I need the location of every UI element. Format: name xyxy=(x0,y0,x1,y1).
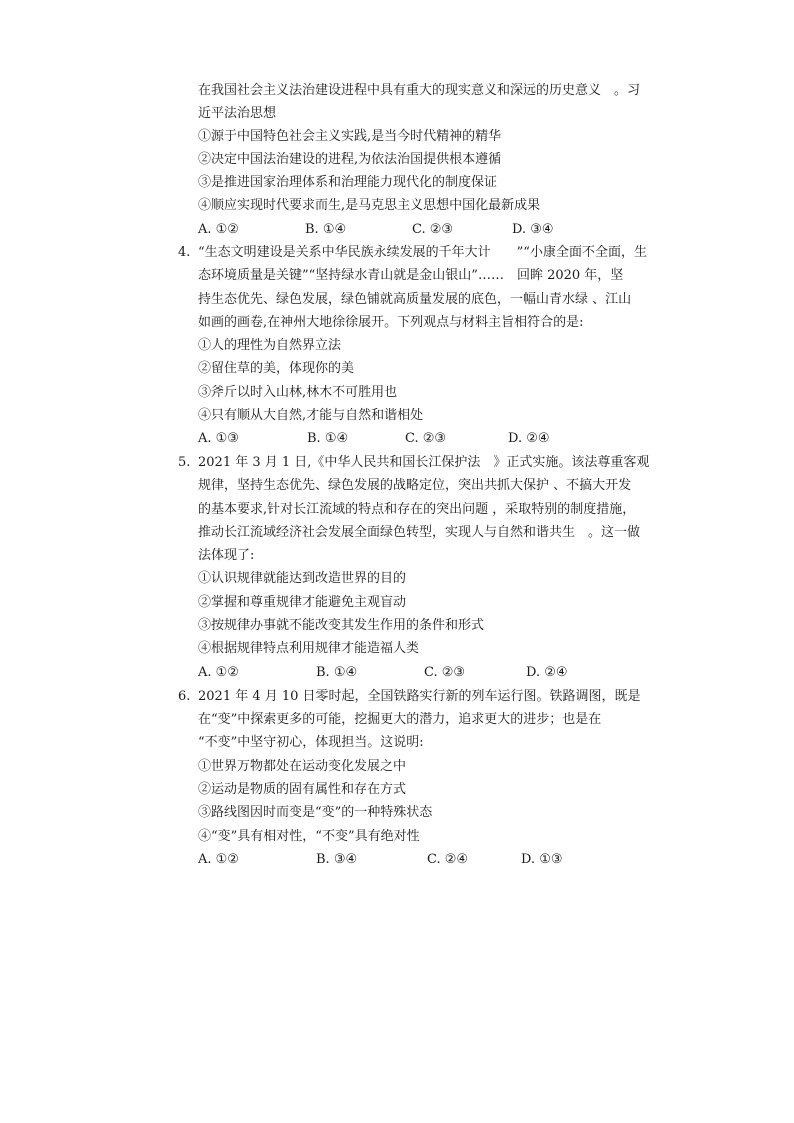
q3-option-2: ②决定中国法治建设的进程,为依法治国提供根本遵循 xyxy=(198,152,502,167)
q6-option-2: ②运动是物质的固有属性和存在方式 xyxy=(198,782,407,797)
q3-option-3: ③是推进国家治理体系和治理能力现代化的制度保证 xyxy=(198,175,498,190)
q3-choice-c: C. ②③ xyxy=(412,222,454,237)
q5-option-1: ①认识规律就能达到改造世界的目的 xyxy=(198,571,407,586)
q6-stem-line-2: 在“变”中探索更多的可能，挖掘更大的潜力，追求更大的进步；也是在 xyxy=(198,712,602,727)
q3-stem-line-2: 近平法治思想 xyxy=(198,106,277,121)
q4-stem-line-1: “生态文明建设是关系中华民族永续发展的千年大计 ”“小康全面不全面，生 xyxy=(198,245,647,260)
q5-choice-b: B. ①④ xyxy=(316,665,358,680)
q5-option-2: ②掌握和尊重规律才能避免主观盲动 xyxy=(198,595,407,610)
q5-stem-line-1: 2021 年 3 月 1 日,《中华人民共和国长江保护法 》正式实施。该法尊重客观 xyxy=(198,455,650,470)
q3-stem-line-1: 在我国社会主义法治建设进程中具有重大的现实意义和深远的历史意义 。习 xyxy=(198,83,641,98)
q5-stem-line-2: 规律，坚持生态优先、绿色发展的战略定位，突出共抓大保护 、不搞大开发 xyxy=(198,478,632,493)
q4-stem-line-4: 如画的画卷,在神州大地徐徐展开。下列观点与材料主旨相符合的是: xyxy=(198,315,584,330)
q6-stem-line-3: “不变”中坚守初心，体现担当。这说明: xyxy=(198,735,424,750)
q4-option-1: ①人的理性为自然界立法 xyxy=(198,338,342,353)
q4-option-2: ②留住草的美，体现你的美 xyxy=(198,361,355,376)
q5-option-4: ④根据规律特点利用规律才能造福人类 xyxy=(198,641,420,656)
q5-choice-c: C. ②③ xyxy=(424,665,466,680)
q5-stem-line-5: 法体现了: xyxy=(198,548,255,563)
q4-option-4: ④只有顺从大自然,才能与自然和谐相处 xyxy=(198,408,424,423)
q4-choice-b: B. ①④ xyxy=(307,431,349,446)
q5-stem-line-4: 推动长江流域经济社会发展全面绿色转型，实现人与自然和谐共生 。这一做 xyxy=(198,525,641,540)
q3-choice-b: B. ①④ xyxy=(305,222,347,237)
q6-choice-c: C. ②④ xyxy=(427,852,469,867)
q6-choice-d: D. ①③ xyxy=(521,852,563,867)
q6-option-4: ④“变”具有相对性，“不变”具有绝对性 xyxy=(198,829,420,844)
q5-stem-line-3: 的基本要求,针对长江流域的特点和存在的突出问题 ，采取特别的制度措施， xyxy=(198,502,636,517)
q6-choice-a: A. ①② xyxy=(198,852,239,867)
q4-choice-d: D. ②④ xyxy=(508,431,550,446)
q3-option-4: ④顺应实现时代要求而生,是马克思主义思想中国化最新成果 xyxy=(198,198,541,213)
q3-choice-d: D. ③④ xyxy=(512,222,554,237)
q4-number: 4. xyxy=(178,245,191,260)
q5-number: 5. xyxy=(178,455,191,470)
q6-option-3: ③路线图因时而变是“变”的一种特殊状态 xyxy=(198,805,433,820)
q5-option-3: ③按规律办事就不能改变其发生作用的条件和形式 xyxy=(198,618,485,633)
q4-choice-c: C. ②③ xyxy=(405,431,447,446)
q6-option-1: ①世界万物都处在运动变化发展之中 xyxy=(198,759,407,774)
q4-stem-line-2: 态环境质量是关键”“坚持绿水青山就是金山银山”…… 回眸 2020 年，坚 xyxy=(198,268,624,283)
q4-stem-line-3: 持生态优先、绿色发展，绿色铺就高质量发展的底色，一幅山青水绿 、江山 xyxy=(198,292,632,307)
q3-choice-a: A. ①② xyxy=(198,222,239,237)
q5-choice-d: D. ②④ xyxy=(526,665,568,680)
q6-stem-line-1: 2021 年 4 月 10 日零时起，全国铁路实行新的列车运行图。铁路调图，既是 xyxy=(198,689,641,704)
q3-option-1: ①源于中国特色社会主义实践,是当今时代精神的精华 xyxy=(198,129,502,144)
q6-number: 6. xyxy=(178,689,191,704)
q4-choice-a: A. ①③ xyxy=(198,431,239,446)
q5-choice-a: A. ①② xyxy=(198,665,239,680)
q6-choice-b: B. ③④ xyxy=(316,852,358,867)
q4-option-3: ③斧斤以时入山林,林木不可胜用也 xyxy=(198,385,398,400)
